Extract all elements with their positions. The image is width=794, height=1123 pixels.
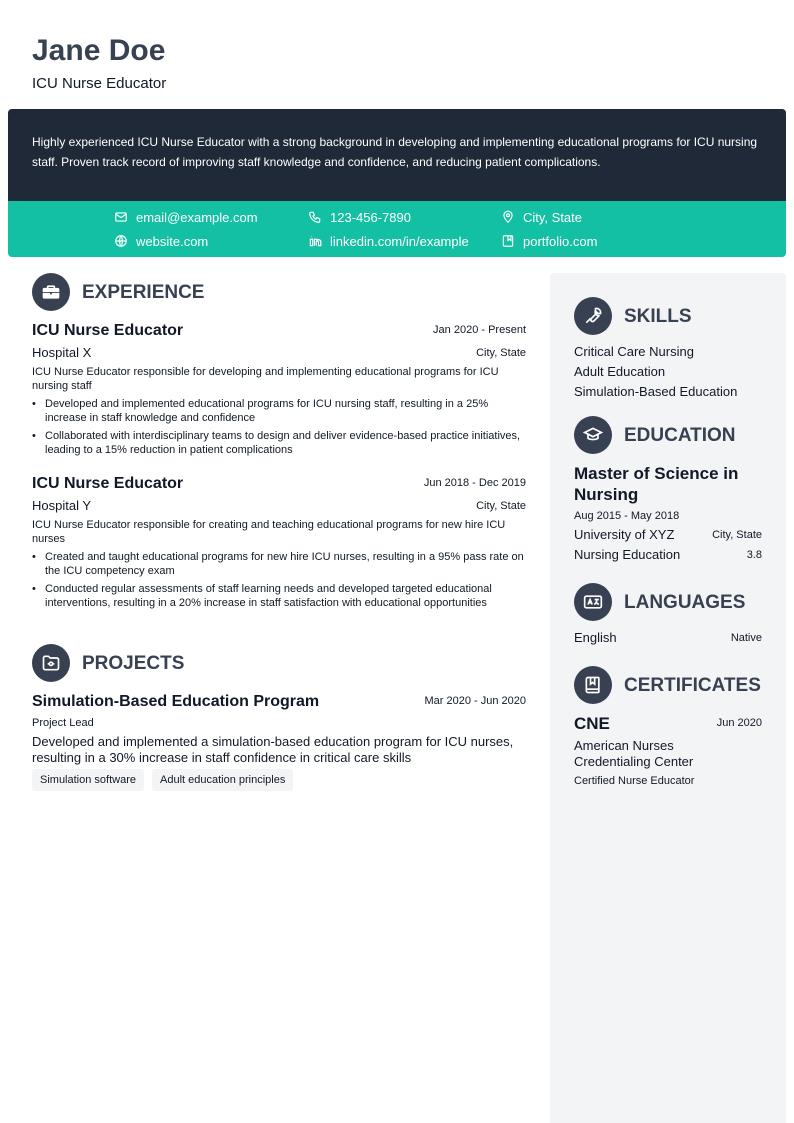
- job-company: Hospital Y: [32, 498, 92, 513]
- graduation-cap-icon: [574, 416, 612, 454]
- job-description: ICU Nurse Educator responsible for creating and teaching educational programs for new hire ICU nurses: [32, 519, 506, 545]
- mail-icon: [114, 210, 128, 224]
- projects-heading: PROJECTS: [82, 653, 185, 674]
- job-bullet: • Created and taught educational programs for new hire ICU nurses, resulting in a 95% pass rate on the ICU competency exam: [32, 550, 526, 578]
- job-location: City, State: [476, 500, 526, 512]
- job-bullet: • Conducted regular assessments of staff learning needs and developed targeted educational interventions, resulting in a 20% increase in staff satisfaction with educational opportunities: [32, 582, 526, 610]
- project-tags: [32, 769, 301, 791]
- phone-icon: [308, 210, 322, 224]
- contact-phone[interactable]: 123-456-7890: [308, 208, 411, 226]
- project-role: Project Lead: [32, 717, 94, 729]
- briefcase-icon: [32, 273, 70, 311]
- contact-email[interactable]: email@example.com: [114, 208, 258, 226]
- skills-heading: SKILLS: [624, 306, 692, 327]
- linkedin-icon: [308, 234, 322, 248]
- certificate-name: CNE: [574, 714, 610, 733]
- education-gpa: 3.8: [746, 549, 762, 561]
- project-tag: Adult education principles: [152, 769, 293, 791]
- languages-heading: LANGUAGES: [624, 592, 746, 613]
- certificate-title: Certified Nurse Educator: [574, 775, 695, 787]
- job-dates: Jan 2020 - Present: [433, 324, 526, 336]
- job-description: ICU Nurse Educator responsible for developing and implementing educational programs for ICU nursing staff: [32, 366, 499, 392]
- project-title: Simulation-Based Education Program: [32, 693, 320, 710]
- portfolio-icon: [501, 234, 515, 248]
- education-field: Nursing Education: [574, 547, 681, 562]
- summary-text: Highly experienced ICU Nurse Educator with a strong background in developing and implementing educational programs for ICU nursing staff. Proven track record of improving staff knowledge and confidence, and reducing patient complications.: [32, 135, 758, 169]
- skill-item: Adult Education: [574, 364, 666, 379]
- job-title: ICU Nurse Educator: [32, 475, 184, 492]
- contact-location: City, State: [501, 208, 582, 226]
- project-description: Developed and implemented a simulation-based education program for ICU nurses, resulting in a 30% increase in staff confidence in critical care skills: [32, 734, 514, 765]
- job-title: ICU Nurse Educator: [32, 322, 184, 339]
- education-heading: EDUCATION: [624, 425, 736, 446]
- job-bullet: • Developed and implemented educational programs for ICU nursing staff, resulting in a 25% increase in staff knowledge and confidence: [32, 397, 526, 425]
- certificates-heading: CERTIFICATES: [624, 675, 761, 696]
- job-location: City, State: [476, 347, 526, 359]
- contact-portfolio[interactable]: portfolio.com: [501, 232, 597, 250]
- education-location: City, State: [712, 529, 762, 541]
- project-dates: Mar 2020 - Jun 2020: [424, 695, 526, 707]
- experience-heading: EXPERIENCE: [82, 282, 205, 303]
- education-dates: Aug 2015 - May 2018: [574, 510, 680, 522]
- translate-icon: [574, 583, 612, 621]
- language-name: English: [574, 630, 617, 645]
- language-level: Native: [730, 632, 762, 644]
- certificate-date: Jun 2020: [716, 717, 762, 729]
- job-bullet: • Collaborated with interdisciplinary teams to design and deliver evidence-based practice initiatives, leading to a 15% reduction in patient complications: [32, 429, 526, 457]
- contact-website[interactable]: website.com: [114, 232, 208, 250]
- skill-item: Critical Care Nursing: [574, 344, 694, 359]
- education-school: University of XYZ: [574, 527, 675, 542]
- job-dates: Jun 2018 - Dec 2019: [423, 477, 526, 489]
- job-company: Hospital X: [32, 345, 92, 360]
- candidate-name: Jane Doe: [32, 34, 166, 67]
- contact-bar: [8, 201, 786, 257]
- education-degree: Master of Science in Nursing: [574, 464, 739, 504]
- job-bullets: [32, 397, 526, 461]
- folder-icon: [32, 644, 70, 682]
- project-tag: Simulation software: [32, 769, 144, 791]
- candidate-title: ICU Nurse Educator: [32, 75, 167, 92]
- globe-icon: [114, 234, 128, 248]
- contact-linkedin[interactable]: linkedin.com/in/example: [308, 232, 469, 250]
- certificate-issuer: American Nurses Credentialing Center: [574, 738, 694, 769]
- map-pin-icon: [501, 210, 515, 224]
- skill-item: Simulation-Based Education: [574, 384, 738, 399]
- wrench-icon: [574, 297, 612, 335]
- certificate-icon: [574, 666, 612, 704]
- job-bullets: [32, 550, 526, 614]
- summary-panel: [8, 109, 786, 201]
